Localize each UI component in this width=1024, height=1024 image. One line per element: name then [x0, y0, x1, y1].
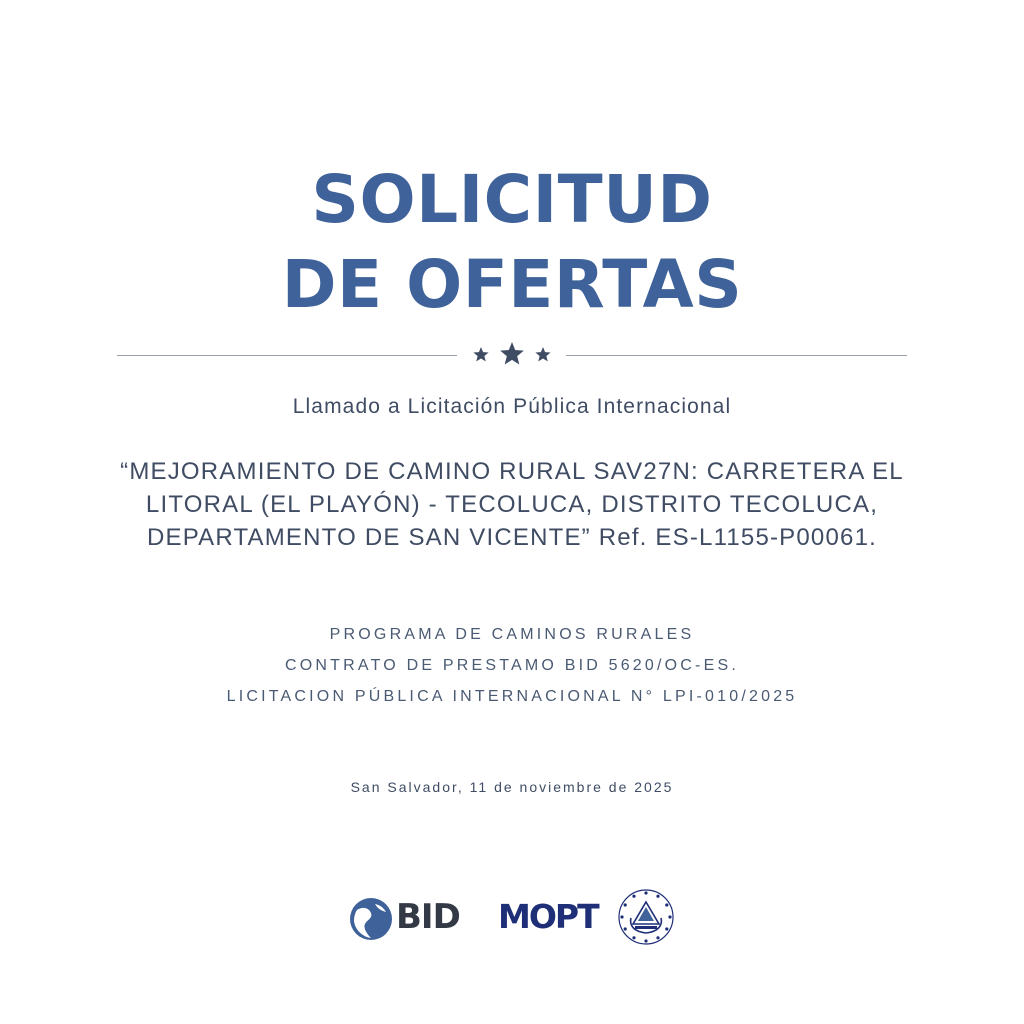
project-line-2: LITORAL (EL PLAYÓN) - TECOLUCA, DISTRITO TECOLUCA,	[145, 491, 879, 518]
divider-right	[566, 355, 907, 356]
project-line-1: “MEJORAMIENTO DE CAMINO RURAL SAV27N: CARRETERA EL	[120, 458, 904, 485]
mopt-logo-text: MOPT	[498, 897, 598, 936]
bid-logo-text: BID	[396, 897, 460, 937]
stars-icon	[470, 340, 554, 370]
project-description	[62, 455, 962, 554]
call-subtitle: Llamado a Licitación Pública Internacional	[292, 395, 732, 418]
title-line-2: DE OFERTAS	[281, 246, 743, 323]
bid-logo-icon	[349, 896, 395, 942]
program-line-3: LICITACION PÚBLICA INTERNACIONAL N° LPI-010/2025	[226, 688, 798, 705]
title-line-1: SOLICITUD	[311, 161, 713, 238]
divider-left	[117, 355, 457, 356]
program-line-1: PROGRAMA DE CAMINOS RURALES	[329, 626, 695, 643]
el-salvador-coat-of-arms-icon	[617, 888, 675, 946]
project-line-3: DEPARTAMENTO DE SAN VICENTE” Ref. ES-L1155-P00061.	[146, 524, 877, 551]
date-line: San Salvador, 11 de noviembre de 2025	[350, 779, 674, 795]
program-line-2: CONTRATO DE PRESTAMO BID 5620/OC-ES.	[285, 657, 739, 674]
